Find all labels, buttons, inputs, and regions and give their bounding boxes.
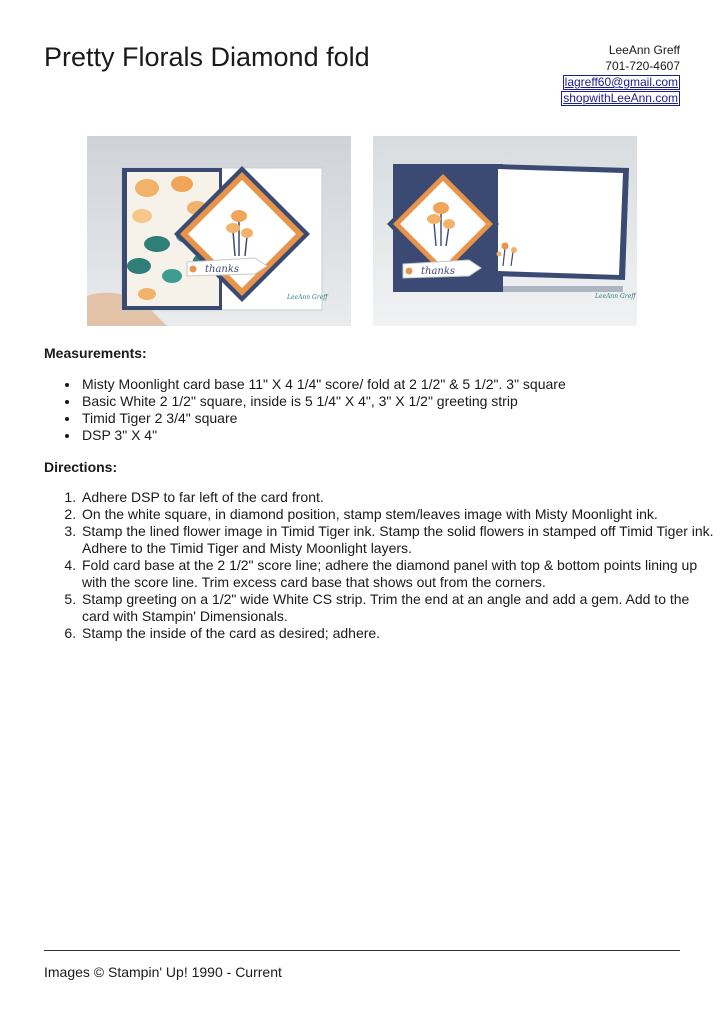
front-greeting: thanks <box>205 264 240 275</box>
contact-name: LeeAnn Greff <box>608 43 680 57</box>
directions-list <box>44 489 720 642</box>
contact-block <box>561 42 680 106</box>
photo-row <box>87 136 637 326</box>
open-greeting: thanks <box>421 266 456 277</box>
contact-phone: 701-720-4607 <box>605 59 680 73</box>
list-item: • DSP 3" X 4" <box>80 427 720 444</box>
svg-text:LeeAnn Greff: LeeAnn Greff <box>595 293 636 300</box>
list-item: 3. Stamp the lined flower image in Timid Tiger ink. Stamp the solid flowers in stamped off Timid Tiger ink. Adhere to the Timid Tiger and Misty Moonlight layers. <box>80 523 720 557</box>
footer-divider <box>44 950 680 951</box>
page-title: Pretty Florals Diamond fold <box>44 42 370 72</box>
list-item: 6. Stamp the inside of the card as desired; adhere. <box>80 625 720 642</box>
card-front-photo <box>87 136 351 326</box>
directions-heading: Directions: <box>44 459 118 475</box>
email-link[interactable]: lagreff60@gmail.com <box>564 75 678 89</box>
list-item: • Timid Tiger 2 3/4" square <box>80 410 720 427</box>
measurements-list <box>44 376 720 444</box>
card-open-photo <box>373 136 637 326</box>
list-item: • Basic White 2 1/2" square, inside is 5 1/4" X 4", 3" X 1/2" greeting strip <box>80 393 720 410</box>
list-item: 5. Stamp greeting on a 1/2" wide White CS strip. Trim the end at an angle and add a gem. Add to the card with Stampin' Dimensionals. <box>80 591 720 625</box>
list-item: • Misty Moonlight card base 11" X 4 1/4" score/ fold at 2 1/2" & 5 1/2". 3" square <box>80 376 720 393</box>
footer-copyright: Images © Stampin' Up! 1990 - Current <box>44 964 282 980</box>
list-item: 4. Fold card base at the 2 1/2" score line; adhere the diamond panel with top & bottom points lining up with the score line. Trim excess card base that shows out from the corners. <box>80 557 720 591</box>
svg-text:LeeAnn Greff: LeeAnn Greff <box>287 294 328 301</box>
list-item: 1. Adhere DSP to far left of the card front. <box>80 489 720 506</box>
list-item: 2. On the white square, in diamond position, stamp stem/leaves image with Misty Moonlight ink. <box>80 506 720 523</box>
website-link[interactable]: shopwithLeeAnn.com <box>563 91 678 105</box>
measurements-heading: Measurements: <box>44 345 147 361</box>
